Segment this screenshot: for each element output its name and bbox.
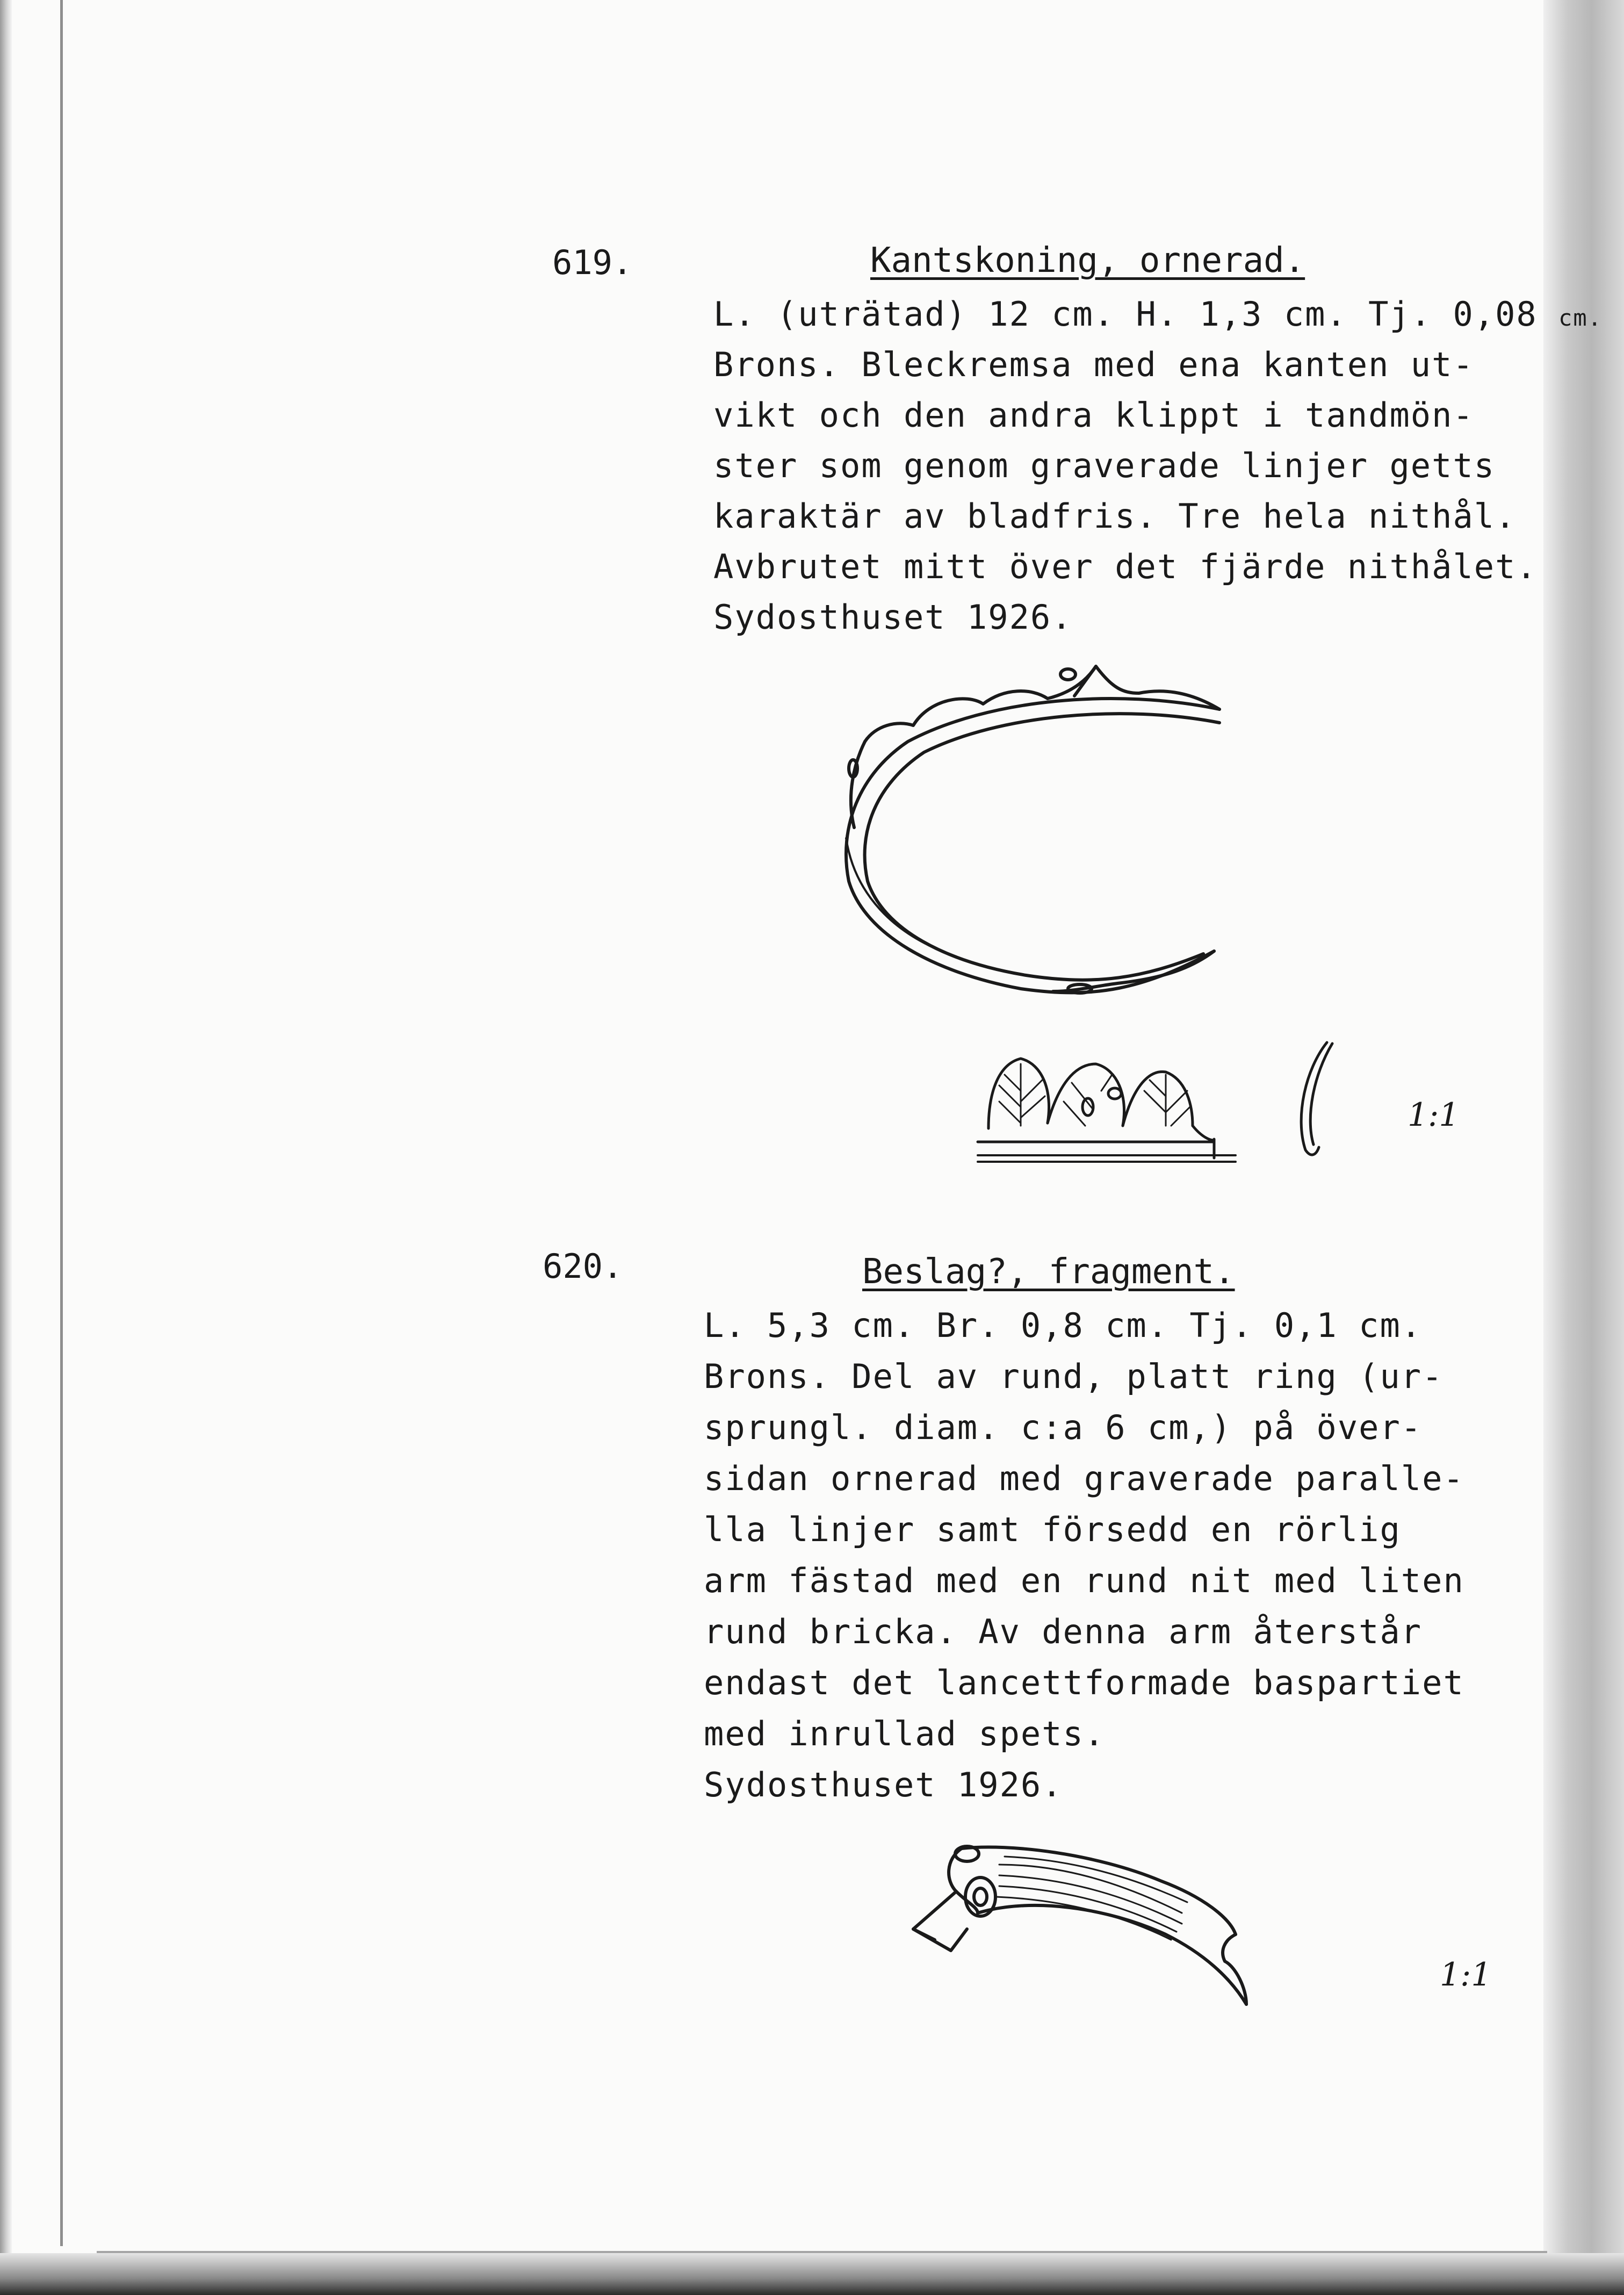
entry-619-line-1: L. (uträtad) 12 cm. H. 1,3 cm. Tj. 0,08 cm. [713,294,1603,334]
entry-619-line-1-unit: cm. [1558,305,1603,331]
entry-620-line-4: sidan ornerad med graverade paralle- [704,1459,1464,1498]
entry-620-line-3: sprungl. diam. c:a 6 cm,) på över- [704,1408,1423,1447]
entry-620-line-10: Sydosthuset 1926. [704,1765,1063,1804]
entry-619-line-4: ster som genom graverade linjer getts [713,446,1496,485]
entry-620-line-5: lla linjer samt försedd en rörlig [704,1510,1401,1549]
entry-619-line-2: Brons. Bleckremsa med ena kanten ut- [713,345,1474,384]
entry-619-number: 619. [552,243,633,282]
entry-620-fitting-drawing [903,1827,1322,2020]
entry-620-line-8: endast det lancettformade baspartiet [704,1663,1464,1702]
page-right-edge [1543,0,1624,2295]
page-left-edge [0,0,12,2295]
entry-620-line-9: med inrullad spets. [704,1714,1106,1753]
entry-619-line-7: Sydosthuset 1926. [713,598,1073,637]
entry-620-line-7: rund bricka. Av denna arm återstår [704,1612,1423,1651]
entry-620-scale: 1:1 [1440,1956,1492,1994]
entry-619-line-3: vikt och den andra klippt i tandmön- [713,395,1474,435]
entry-619-frieze-drawing [978,1032,1257,1166]
entry-620-line-6: arm fästad med en rund nit med liten [704,1561,1464,1600]
page-margin-line [60,0,63,2246]
entry-619-scale: 1:1 [1408,1096,1460,1134]
entry-620-line-2: Brons. Del av rund, platt ring (ur- [704,1357,1443,1396]
entry-619-title: Kantskoning, ornerad. [870,241,1305,280]
entry-620-number: 620. [543,1247,623,1286]
entry-620-title: Beslag?, fragment. [862,1252,1235,1292]
page-bottom-edge [0,2253,1624,2295]
entry-620-line-1: L. 5,3 cm. Br. 0,8 cm. Tj. 0,1 cm. [704,1306,1423,1345]
entry-619-line-5: karaktär av bladfris. Tre hela nithål. [713,497,1517,536]
entry-619-strip-drawing [795,634,1246,1021]
entry-619-line-6: Avbrutet mitt över det fjärde nithålet. [713,547,1538,586]
entry-619-profile-drawing [1284,1037,1338,1166]
